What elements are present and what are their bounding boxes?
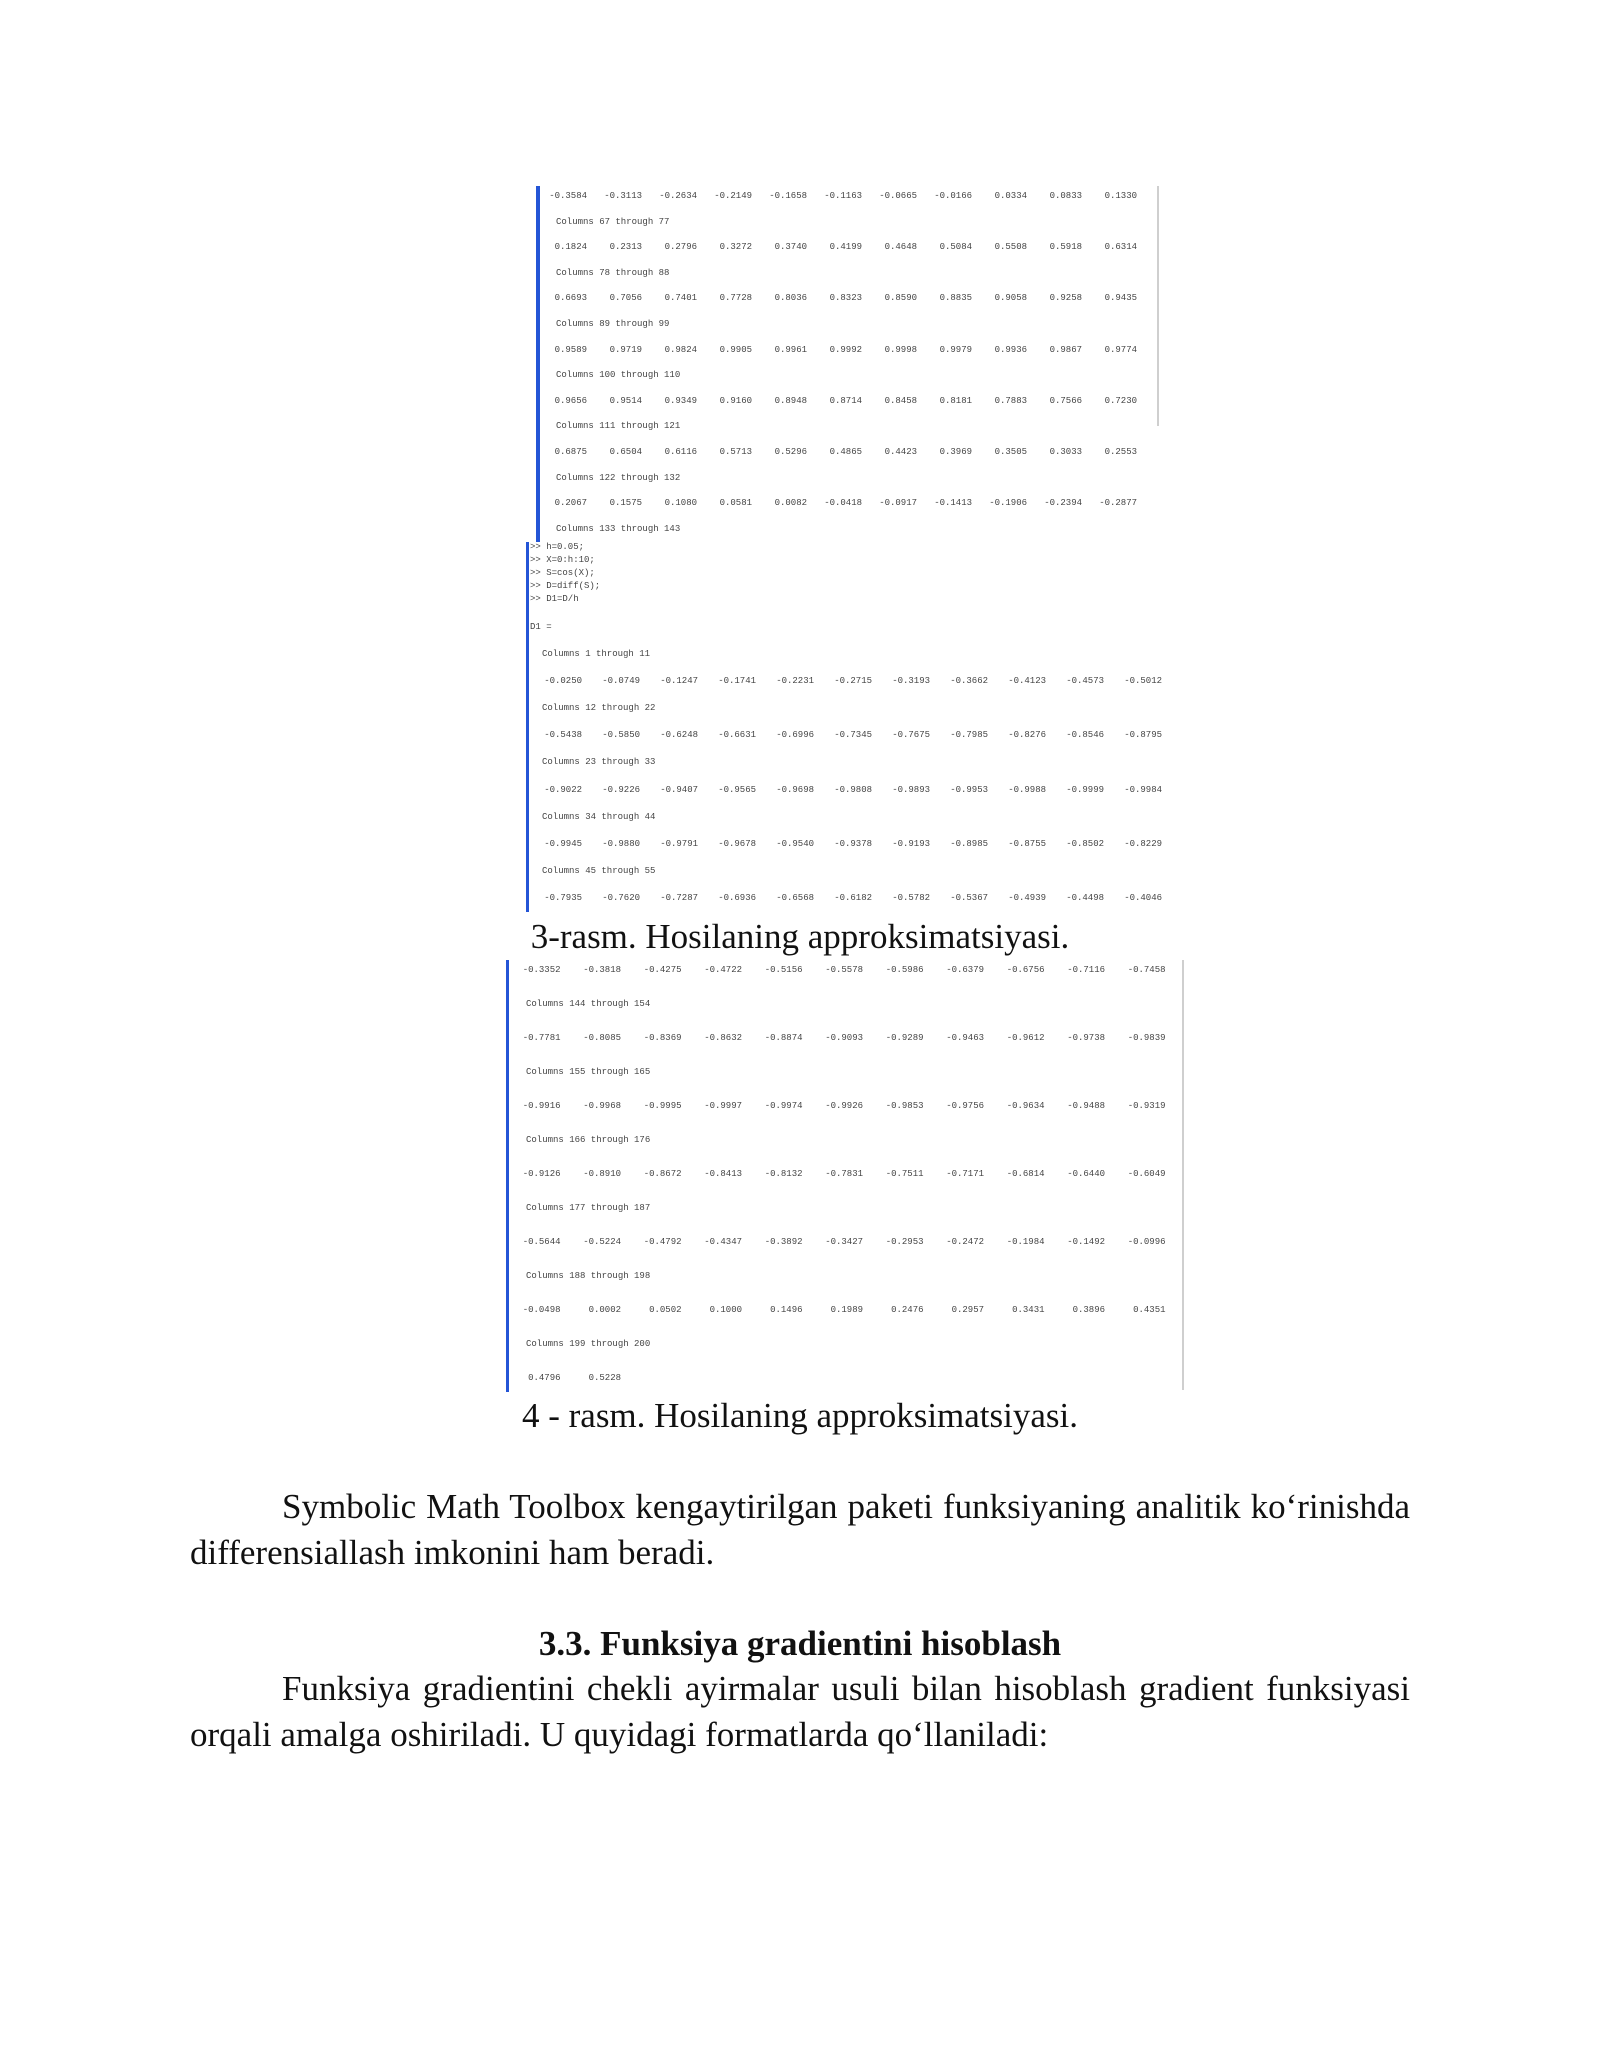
column-range-header: Columns 100 through 110 [556,370,681,381]
value-cell: 0.7566 [1049,395,1082,406]
value-cell: 0.1000 [709,1305,742,1315]
value-cell: -0.7458 [1127,965,1166,975]
value-cell: -0.9378 [834,838,872,849]
value-cell: -0.9540 [776,838,814,849]
value-cell: -0.3113 [604,191,642,201]
values-row [536,242,1137,252]
value-cell: -0.8546 [1066,730,1104,741]
values-row [536,396,1137,406]
value-cell: 0.3969 [939,447,972,457]
value-cell: 0.3272 [719,242,752,253]
value-cell: 0.3033 [1049,447,1082,457]
value-cell: 0.0502 [649,1305,682,1315]
value-cell: -0.2877 [1099,498,1137,509]
value-cell: 0.5296 [774,447,807,457]
value-cell: -0.9916 [522,1101,561,1111]
values-row [506,965,1166,975]
value-cell: -0.8985 [950,838,988,849]
value-cell: -0.2715 [834,676,872,687]
column-range-header: Columns 188 through 198 [526,1271,651,1281]
value-cell: 0.8948 [774,395,807,406]
value-cell: 0.9258 [1049,293,1082,304]
column-range-header: Columns 199 through 200 [526,1339,651,1349]
value-cell: 0.1496 [770,1305,803,1315]
value-cell: -0.5367 [950,892,988,903]
value-cell: 0.8590 [884,293,917,304]
value-cell: -0.7675 [892,730,930,741]
value-cell: -0.9995 [643,1101,682,1111]
paragraph-symbolic-toolbox: Symbolic Math Toolbox kengaytirilgan paketi funksiyaning analitik ko‘rinishda differensiallash imkonini ham beradi. [190,1487,1410,1572]
value-cell: -0.8795 [1124,730,1162,741]
value-cell: -0.7116 [1067,965,1105,975]
value-cell: 0.0002 [588,1305,621,1315]
command-line: >> D1=D/h [530,594,579,604]
value-cell: 0.1080 [664,498,697,509]
value-cell: 0.7056 [609,293,642,304]
column-range-header: Columns 34 through 44 [542,811,656,822]
value-cell: -0.5578 [825,965,863,975]
value-cell: -0.9926 [825,1101,863,1111]
value-cell: -0.4573 [1066,676,1104,687]
value-cell: -0.9853 [885,1101,924,1111]
values-row [526,839,1162,849]
value-cell: -0.8632 [704,1033,742,1043]
value-cell: -0.9839 [1127,1033,1166,1043]
value-cell: -0.9612 [1006,1033,1045,1043]
value-cell: -0.9968 [583,1101,621,1111]
value-cell: -0.6996 [776,730,814,741]
column-range-header: Columns 89 through 99 [556,319,670,329]
figure-3-top-blue-border [536,186,540,542]
value-cell: -0.4792 [643,1237,682,1247]
value-cell: 0.9719 [609,344,642,355]
value-cell: -0.9880 [602,838,640,849]
value-cell: 0.4423 [884,447,917,457]
value-cell: -0.9999 [1066,784,1104,795]
value-cell: -0.8910 [583,1169,621,1179]
value-cell: 0.5918 [1049,242,1082,253]
value-cell: -0.0166 [934,191,972,201]
value-cell: -0.3662 [950,676,988,687]
value-cell: -0.9193 [892,838,930,849]
value-cell: 0.2957 [951,1305,984,1315]
value-cell: 0.1330 [1104,191,1137,201]
result-label: D1 = [530,622,552,632]
value-cell: -0.1741 [718,676,756,687]
value-cell: -0.9319 [1127,1101,1166,1111]
figure-4-blue-border [506,960,509,1392]
value-cell: -0.9289 [885,1033,924,1043]
value-cell: -0.9997 [704,1101,742,1111]
value-cell: -0.9945 [544,838,582,849]
figure-3-top-scroll-edge [1157,186,1159,426]
value-cell: -0.9634 [1006,1101,1045,1111]
values-row [526,785,1162,795]
column-range-header: Columns 111 through 121 [556,421,681,432]
value-cell: 0.5084 [939,242,972,253]
value-cell: -0.8085 [583,1033,621,1043]
value-cell: -0.2472 [946,1237,984,1247]
value-cell: 0.1575 [609,498,642,509]
value-cell: 0.4796 [528,1373,561,1383]
figure-4-scroll-edge [1182,960,1184,1390]
value-cell: 0.1989 [830,1305,863,1315]
value-cell: 0.8036 [774,293,807,304]
value-cell: -0.6631 [718,730,756,741]
value-cell: -0.5012 [1124,676,1162,687]
value-cell: -0.5644 [522,1237,561,1247]
values-row [506,1373,621,1383]
value-cell: -0.4123 [1008,676,1046,687]
value-cell: -0.8369 [643,1033,682,1043]
value-cell: -0.0250 [544,676,582,687]
value-cell: -0.7511 [885,1169,924,1179]
values-row [536,498,1137,508]
value-cell: 0.5228 [588,1373,621,1383]
value-cell: 0.5713 [719,447,752,457]
column-range-header: Columns 166 through 176 [526,1135,651,1145]
value-cell: -0.8132 [764,1169,803,1179]
value-cell: -0.4722 [704,965,742,975]
column-range-header: Columns 144 through 154 [526,999,651,1009]
values-row [526,730,1162,740]
value-cell: -0.8672 [643,1169,682,1179]
value-cell: -0.9126 [522,1169,561,1179]
value-cell: -0.7287 [660,892,698,903]
value-cell: 0.8181 [939,395,972,406]
value-cell: -0.6049 [1127,1169,1166,1179]
value-cell: -0.6814 [1006,1169,1045,1179]
value-cell: 0.0581 [719,498,752,509]
value-cell: 0.7883 [994,395,1027,406]
value-cell: 0.9867 [1049,344,1082,355]
value-cell: -0.4347 [704,1237,742,1247]
value-cell: 0.7401 [664,293,697,304]
value-cell: -0.9974 [764,1101,803,1111]
value-cell: -0.6756 [1006,965,1045,975]
value-cell: -0.9893 [892,784,930,795]
value-cell: -0.6440 [1067,1169,1105,1179]
value-cell: 0.4199 [829,242,862,253]
value-cell: -0.3352 [522,965,561,975]
value-cell: -0.7345 [834,730,872,741]
value-cell: -0.7781 [522,1033,561,1043]
figure-3-screenshot-top [536,186,1160,542]
value-cell: 0.8323 [829,293,862,304]
value-cell: -0.7171 [946,1169,984,1179]
column-range-header: Columns 45 through 55 [542,865,656,876]
value-cell: -0.3892 [764,1237,803,1247]
value-cell: -0.7620 [602,892,640,903]
value-cell: 0.4865 [829,447,862,457]
command-line: >> D=diff(S); [530,581,601,591]
value-cell: 0.3505 [994,447,1027,457]
value-cell: -0.9756 [946,1101,984,1111]
value-cell: -0.9407 [660,784,698,795]
value-cell: 0.9979 [939,344,972,355]
value-cell: -0.9022 [544,784,582,795]
value-cell: -0.8502 [1066,838,1104,849]
value-cell: -0.4046 [1124,892,1162,903]
value-cell: -0.9463 [946,1033,984,1043]
value-cell: 0.3431 [1012,1305,1045,1315]
value-cell: -0.5850 [602,730,640,741]
value-cell: -0.9791 [660,838,698,849]
value-cell: -0.3818 [583,965,621,975]
column-range-header: Columns 1 through 11 [542,649,651,659]
values-row [536,447,1137,457]
column-range-header: Columns 67 through 77 [556,216,670,227]
value-cell: 0.9936 [994,344,1027,355]
value-cell: 0.9998 [884,344,917,355]
value-cell: 0.3896 [1072,1305,1105,1315]
value-cell: -0.9953 [950,784,988,795]
column-range-header: Columns 155 through 165 [526,1067,651,1077]
value-cell: 0.0833 [1049,191,1082,201]
figure-3-screenshot-bottom [526,542,1170,912]
value-cell: -0.9738 [1067,1033,1105,1043]
value-cell: 0.2313 [609,242,642,253]
value-cell: 0.9435 [1104,293,1137,304]
value-cell: -0.5986 [885,965,924,975]
value-cell: 0.9992 [829,344,862,355]
value-cell: -0.8755 [1008,838,1046,849]
value-cell: -0.6936 [718,892,756,903]
value-cell: -0.7935 [544,892,582,903]
paragraph-gradient: Funksiya gradientini chekli ayirmalar usuli bilan hisoblash gradient funksiyasi orqali amalga oshiriladi. U quyidagi formatlarda qo‘llaniladi: [190,1669,1410,1754]
value-cell: -0.2953 [885,1237,924,1247]
value-cell: 0.9058 [994,293,1027,304]
value-cell: -0.9678 [718,838,756,849]
value-cell: 0.3740 [774,242,807,253]
values-row [526,676,1162,686]
value-cell: -0.2149 [714,191,752,201]
value-cell: -0.2394 [1044,498,1082,509]
command-line: >> S=cos(X); [530,568,595,578]
value-cell: -0.7831 [825,1169,863,1179]
value-cell: 0.4351 [1133,1305,1166,1315]
value-cell: -0.0418 [824,498,862,509]
value-cell: -0.9808 [834,784,872,795]
value-cell: -0.9226 [602,784,640,795]
value-cell: -0.5782 [892,892,930,903]
values-row [506,1033,1166,1043]
column-range-header: Columns 122 through 132 [556,472,681,483]
value-cell: -0.1413 [934,498,972,509]
value-cell: -0.6248 [660,730,698,741]
values-row [506,1305,1166,1315]
value-cell: -0.6182 [834,892,872,903]
value-cell: -0.1658 [769,191,807,201]
value-cell: 0.0082 [774,498,807,509]
column-range-header: Columns 23 through 33 [542,757,656,768]
value-cell: -0.0996 [1127,1237,1166,1247]
value-cell: 0.2796 [664,242,697,253]
value-cell: -0.4939 [1008,892,1046,903]
value-cell: 0.1824 [554,242,587,253]
value-cell: -0.9488 [1067,1101,1105,1111]
command-line: >> h=0.05; [530,542,585,552]
value-cell: 0.9774 [1104,344,1137,355]
value-cell: 0.6693 [554,293,587,304]
value-cell: 0.9656 [554,395,587,406]
value-cell: -0.7985 [950,730,988,741]
value-cell: -0.1984 [1006,1237,1045,1247]
value-cell: 0.8835 [939,293,972,304]
value-cell: 0.9160 [719,395,752,406]
value-cell: 0.9961 [774,344,807,355]
value-cell: -0.1163 [824,191,862,201]
value-cell: 0.7230 [1104,395,1137,406]
column-range-header: Columns 133 through 143 [556,523,681,534]
value-cell: -0.0749 [602,676,640,687]
value-cell: -0.5156 [764,965,803,975]
value-cell: -0.9565 [718,784,756,795]
column-range-header: Columns 177 through 187 [526,1203,651,1213]
value-cell: -0.9093 [825,1033,863,1043]
value-cell: 0.9589 [554,344,587,355]
value-cell: 0.9905 [719,344,752,355]
figure-3-caption: 3-rasm. Hosilaning approksimatsiyasi. [530,917,1070,956]
figure-4-screenshot [506,960,1186,1392]
value-cell: 0.6504 [609,447,642,457]
value-cell: -0.1247 [660,676,698,687]
value-cell: 0.9824 [664,344,697,355]
value-cell: -0.8874 [764,1033,803,1043]
value-cell: 0.6314 [1104,242,1137,253]
value-cell: -0.3427 [825,1237,863,1247]
value-cell: 0.4648 [884,242,917,253]
value-cell: -0.8413 [704,1169,742,1179]
value-cell: -0.9698 [776,784,814,795]
value-cell: 0.6116 [664,447,697,457]
values-row [526,893,1162,903]
values-row [536,293,1137,303]
value-cell: -0.8229 [1124,838,1162,849]
value-cell: -0.0498 [522,1305,561,1315]
figure-4-caption: 4 - rasm. Hosilaning approksimatsiyasi. [521,1396,1079,1435]
value-cell: -0.6379 [946,965,984,975]
value-cell: -0.5438 [544,730,582,741]
values-row [506,1237,1166,1247]
section-heading: 3.3. Funksiya gradientini hisoblash [538,1624,1062,1663]
value-cell: -0.4498 [1066,892,1104,903]
value-cell: -0.5224 [583,1237,621,1247]
value-cell: -0.9988 [1008,784,1046,795]
column-range-header: Columns 78 through 88 [556,267,670,278]
value-cell: 0.2476 [891,1305,924,1315]
values-row [536,345,1137,355]
value-cell: -0.3193 [892,676,930,687]
value-cell: 0.6875 [554,447,587,457]
value-cell: 0.2067 [554,498,587,509]
value-cell: -0.4275 [643,965,682,975]
column-range-header: Columns 12 through 22 [542,703,656,714]
value-cell: 0.9349 [664,395,697,406]
values-row [506,1101,1166,1111]
value-cell: 0.9514 [609,395,642,406]
value-cell: 0.5508 [994,242,1027,253]
value-cell: 0.0334 [994,191,1027,201]
value-cell: -0.9984 [1124,784,1162,795]
value-cell: -0.2634 [659,191,697,201]
value-cell: -0.6568 [776,892,814,903]
figure-3-bottom-blue-border [526,542,529,912]
value-cell: -0.1906 [989,498,1027,509]
value-cell: 0.8714 [829,395,862,406]
values-row [506,1169,1166,1179]
value-cell: -0.3584 [549,191,587,201]
value-cell: 0.8458 [884,395,917,406]
value-cell: -0.2231 [776,676,814,687]
value-cell: -0.8276 [1008,730,1046,741]
value-cell: -0.0665 [879,191,917,201]
command-line: >> X=0:h:10; [530,555,595,565]
value-cell: 0.7728 [719,293,752,304]
value-cell: 0.2553 [1104,447,1137,457]
value-cell: -0.0917 [879,498,917,509]
values-row [536,191,1137,201]
value-cell: -0.1492 [1067,1237,1105,1247]
